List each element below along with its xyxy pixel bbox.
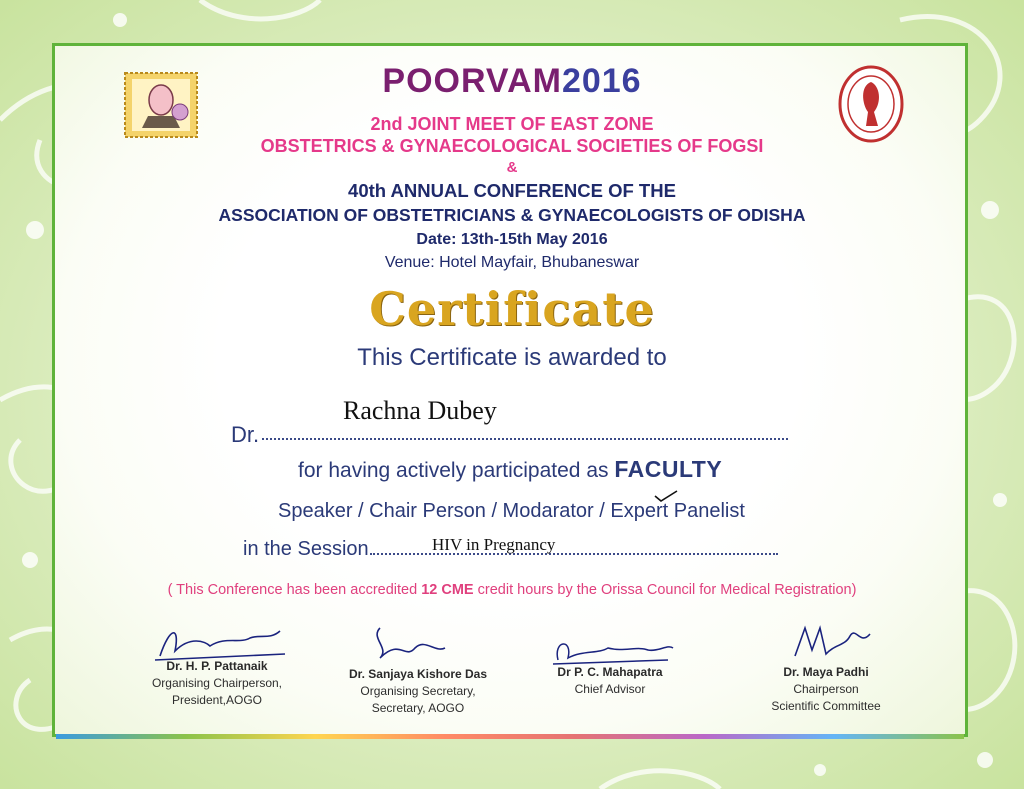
dr-label: Dr. bbox=[231, 422, 260, 447]
header-venue: Venue: Hotel Mayfair, Bhubaneswar bbox=[384, 254, 640, 271]
signatory-2-name: Dr. Sanjaya Kishore Das bbox=[348, 667, 488, 681]
signatory-1-name: Dr. H. P. Pattanaik bbox=[166, 659, 268, 673]
recipient-name: Rachna Dubey bbox=[343, 396, 497, 425]
signature-das bbox=[360, 618, 460, 670]
awarded-line: This Certificate is awarded to bbox=[357, 344, 667, 371]
signature-padhi bbox=[790, 616, 880, 666]
accreditation-pre: ( This Conference has been accredited bbox=[167, 582, 418, 598]
accreditation-note bbox=[0, 582, 1024, 598]
signatory-4 bbox=[756, 664, 896, 715]
name-dotted-line bbox=[262, 438, 788, 440]
signatory-3-name: Dr P. C. Mahapatra bbox=[557, 665, 663, 679]
participation-line bbox=[298, 456, 722, 483]
accreditation-credit: 12 CME bbox=[421, 582, 474, 598]
header-line-5: ASSOCIATION OF OBSTETRICIANS & GYNAECOLOGISTS OF ODISHA bbox=[218, 205, 806, 225]
header-line-1: 2nd JOINT MEET OF EAST ZONE bbox=[370, 114, 654, 134]
signatory-1-role2: President,AOGO bbox=[171, 693, 263, 707]
poorvam-word: POORVAM bbox=[382, 62, 562, 100]
header-ampersand: & bbox=[506, 159, 518, 176]
accreditation-post: credit hours by the Orissa Council for Medical Registration) bbox=[477, 582, 857, 598]
certificate-title: Certificate bbox=[369, 282, 655, 336]
signatory-2-role: Organising Secretary, bbox=[360, 684, 476, 698]
participation-role: FACULTY bbox=[614, 456, 723, 482]
signatory-4-role: Chairperson bbox=[793, 682, 859, 696]
roles-line: Speaker / Chair Person / Modarator / Expert Panelist bbox=[278, 500, 745, 522]
signatory-4-role2: Scientific Committee bbox=[771, 699, 881, 713]
signatory-3-role: Chief Advisor bbox=[574, 682, 646, 696]
signatory-2-role2: Secretary, AOGO bbox=[371, 701, 465, 715]
signatory-4-name: Dr. Maya Padhi bbox=[783, 665, 869, 679]
signatory-3 bbox=[530, 664, 690, 698]
header-date: Date: 13th-15th May 2016 bbox=[416, 231, 608, 248]
signatory-2 bbox=[338, 666, 498, 717]
session-value: HIV in Pregnancy bbox=[432, 535, 556, 554]
participation-prefix: for having actively participated as bbox=[298, 459, 609, 482]
header-line-2: OBSTETRICS & GYNAECOLOGICAL SOCIETIES OF FOGSI bbox=[260, 136, 764, 156]
poorvam-year: 2016 bbox=[561, 62, 642, 100]
signatory-1 bbox=[138, 658, 296, 709]
rainbow-border-strip bbox=[56, 734, 964, 739]
header-line-4: 40th ANNUAL CONFERENCE OF THE bbox=[348, 180, 676, 201]
checkmark-icon bbox=[654, 490, 678, 502]
session-label: in the Session bbox=[243, 538, 369, 560]
signatory-1-role: Organising Chairperson, bbox=[151, 676, 283, 690]
poorvam-title bbox=[0, 62, 1024, 101]
